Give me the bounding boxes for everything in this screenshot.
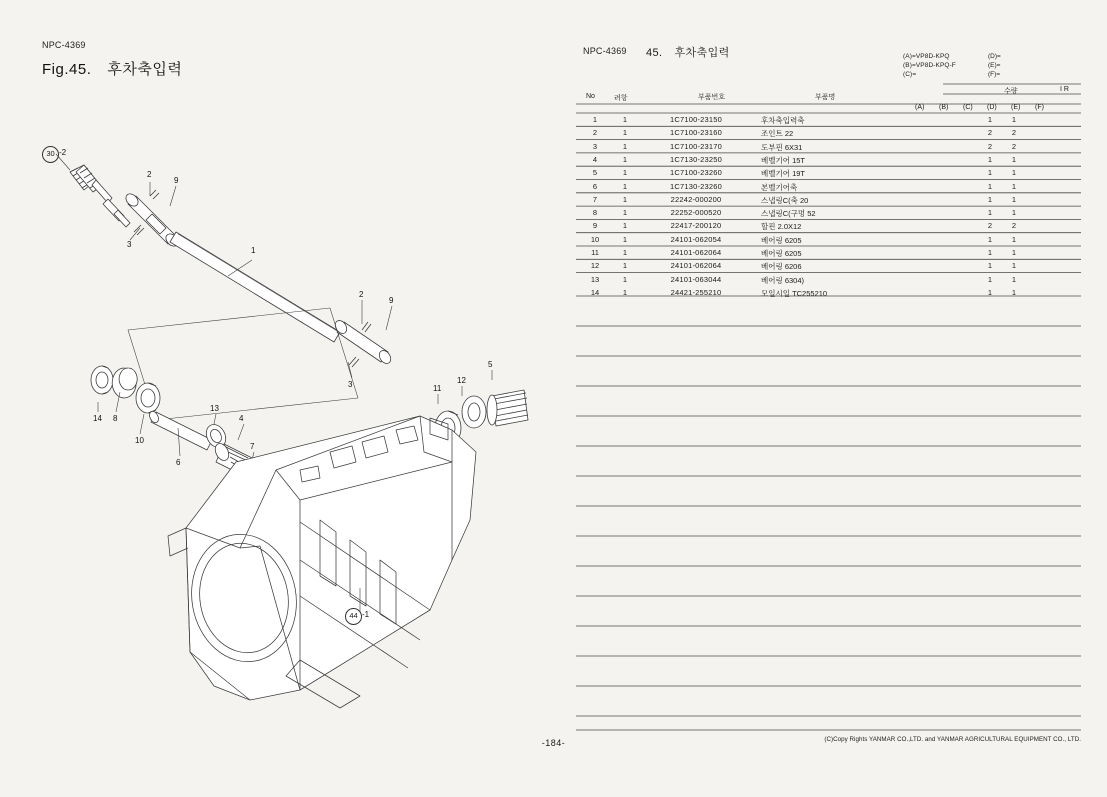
callout-44: 44 (345, 608, 362, 625)
cell-ref: 1 (622, 115, 628, 124)
cell-part-no: 1C7100-23260 (669, 168, 723, 178)
cell-part-name: 베어링 6205 (761, 235, 802, 245)
cell-qty-b: 2 (1011, 128, 1017, 138)
cell-part-no: 24101-062064 (670, 261, 722, 271)
table-row (576, 261, 1081, 274)
cell-qty-b: 1 (1011, 261, 1017, 271)
cell-qty-a: 1 (987, 248, 993, 257)
cell-qty-b: 1 (1011, 248, 1017, 257)
right-doc-code: NPC-4369 (583, 46, 627, 56)
legend-f: (F)= (988, 71, 1001, 78)
callout-5: 5 (488, 360, 493, 369)
cell-qty-a: 1 (987, 115, 993, 124)
table-row (576, 115, 1081, 128)
cell-part-no: 24101-062064 (670, 248, 722, 257)
cell-qty-a: 2 (987, 128, 993, 138)
header-lr: I R (1060, 86, 1069, 93)
left-doc-code: NPC-4369 (42, 40, 86, 50)
copyright-notice: (C)Copy Rights YANMAR CO.,LTD. and YANMAR AGRICULTURAL EQUIPMENT CO., LTD. (824, 736, 1081, 743)
cell-qty-a: 2 (987, 221, 993, 231)
table-row (576, 235, 1081, 248)
cell-qty-b: 1 (1011, 154, 1017, 164)
cell-part-name: 베벨기어 19T (761, 169, 805, 179)
cell-part-name: 모일시일 TC255210 (761, 288, 828, 298)
cell-part-no: 1C7130-23260 (669, 181, 723, 191)
cell-no: 6 (592, 181, 598, 191)
header-sub-b: (B) (939, 104, 949, 111)
cell-ref: 1 (622, 248, 628, 257)
table-row (576, 248, 1081, 261)
cell-ref: 1 (622, 261, 628, 271)
callout-30-suffix: -2 (59, 148, 67, 157)
callout-3a: 3 (127, 240, 132, 249)
cell-ref: 1 (622, 287, 628, 297)
header-part-name: 부품명 (815, 94, 836, 101)
legend-a: (A)=VP8D-KPQ (903, 53, 950, 60)
callout-2a: 2 (147, 170, 152, 179)
table-row (576, 288, 1081, 301)
figure-number: Fig.45. (42, 61, 92, 78)
table-row (576, 275, 1081, 288)
section-number: 45. (646, 47, 663, 59)
cell-part-name: 도부핀 6X31 (761, 142, 803, 152)
table-row (576, 168, 1081, 181)
callout-2b: 2 (359, 290, 364, 299)
cell-no: 5 (592, 168, 598, 178)
callout-12: 12 (457, 376, 466, 385)
cell-no: 4 (592, 154, 598, 164)
callout-6: 6 (176, 458, 181, 467)
cell-part-name: 스냅링C(축 20 (761, 195, 809, 205)
cell-no: 10 (590, 234, 600, 244)
cell-part-name: 할핀 2.0X12 (761, 222, 802, 232)
cell-qty-a: 1 (987, 287, 993, 297)
header-no: No (586, 93, 595, 100)
cell-qty-b: 1 (1011, 181, 1017, 191)
section-name: 후차축입력 (674, 47, 730, 59)
figure-name: 후차축입력 (107, 61, 183, 78)
cell-part-no: 1C7130-23250 (669, 154, 723, 164)
callout-11: 11 (433, 384, 442, 393)
callout-44-suffix: -1 (362, 610, 370, 619)
cell-no: 14 (590, 287, 600, 297)
cell-part-name: 베벨기어 15T (761, 155, 805, 165)
cell-qty-b: 1 (1011, 274, 1017, 284)
cell-part-no: 24101-062054 (670, 234, 722, 244)
cell-no: 3 (592, 141, 598, 151)
header-qty: 수량 (1004, 88, 1018, 95)
cell-part-name: 스냅링C(구멍 52 (761, 209, 816, 219)
table-row (576, 128, 1081, 141)
cell-qty-b: 1 (1011, 208, 1017, 218)
cell-part-no: 1C7100-23160 (669, 128, 723, 138)
cell-no: 7 (592, 194, 598, 204)
cell-ref: 1 (622, 234, 628, 244)
cell-ref: 1 (622, 181, 628, 191)
header-sub-c: (C) (963, 104, 973, 111)
header-sub-a: (A) (915, 104, 925, 111)
cell-ref: 1 (622, 274, 628, 284)
cell-part-no: 1C7100-23150 (669, 115, 723, 124)
table-row (576, 155, 1081, 168)
table-row (576, 182, 1081, 195)
cell-no: 8 (592, 208, 598, 218)
cell-ref: 1 (622, 154, 628, 164)
cell-qty-b: 1 (1011, 194, 1017, 204)
callout-4: 4 (239, 414, 244, 423)
table-row (576, 208, 1081, 221)
cell-qty-b: 1 (1011, 234, 1017, 244)
cell-qty-b: 1 (1011, 168, 1017, 178)
cell-no: 9 (592, 221, 598, 231)
cell-part-no: 22242-000200 (670, 194, 722, 204)
cell-no: 13 (590, 274, 600, 284)
cell-part-no: 22417-200120 (670, 221, 722, 231)
cell-qty-a: 1 (987, 181, 993, 191)
callout-7: 7 (250, 442, 255, 451)
cell-part-name: 베어링 6206 (761, 262, 802, 272)
header-part-no: 부품번호 (698, 94, 726, 101)
cell-part-name: 본벨기어축 (761, 182, 798, 192)
callout-9a: 9 (174, 176, 179, 185)
cell-qty-a: 1 (987, 194, 993, 204)
cell-no: 2 (592, 128, 598, 138)
cell-part-no: 24421-255210 (670, 287, 722, 297)
table-row (576, 195, 1081, 208)
cell-qty-a: 1 (987, 234, 993, 244)
cell-part-no: 22252-000520 (670, 208, 722, 218)
cell-qty-a: 1 (987, 208, 993, 218)
cell-ref: 1 (622, 208, 628, 218)
callout-3b: 3 (348, 380, 353, 389)
cell-no: 12 (590, 261, 600, 271)
header-sub-d: (D) (987, 104, 997, 111)
cell-qty-b: 1 (1011, 115, 1017, 124)
cell-part-no: 1C7100-23170 (669, 141, 723, 151)
cell-qty-a: 1 (987, 274, 993, 284)
legend-c: (C)= (903, 71, 917, 78)
cell-ref: 1 (622, 128, 628, 138)
header-sub-f: (F) (1035, 104, 1044, 111)
cell-ref: 1 (622, 194, 628, 204)
callout-10: 10 (135, 436, 144, 445)
legend-e: (E)= (988, 62, 1001, 69)
callout-9b: 9 (389, 296, 394, 305)
cell-part-name: 베어링 6304) (761, 275, 805, 285)
cell-qty-b: 2 (1011, 141, 1017, 151)
callout-13: 13 (210, 404, 219, 413)
header-sub-e: (E) (1011, 104, 1021, 111)
cell-part-name: 베어링 6205 (761, 249, 802, 258)
cell-ref: 1 (622, 168, 628, 178)
header-ref: 려항 (614, 95, 628, 102)
cell-part-no: 24101-063044 (670, 274, 722, 284)
cell-ref: 1 (622, 221, 628, 231)
page-number: -184- (541, 738, 566, 748)
legend-b: (B)=VP8D-KPQ-F (903, 62, 956, 69)
callout-14: 14 (93, 414, 102, 423)
cell-qty-a: 1 (987, 261, 993, 271)
table-row (576, 221, 1081, 234)
cell-no: 1 (592, 115, 598, 124)
cell-part-name: 조인트 22 (761, 129, 794, 139)
callout-30: 30 (42, 146, 59, 163)
cell-qty-a: 1 (987, 168, 993, 178)
cell-qty-b: 2 (1011, 221, 1017, 231)
cell-ref: 1 (622, 141, 628, 151)
cell-no: 11 (591, 248, 599, 257)
cell-part-name: 후차축입력축 (761, 116, 805, 125)
cell-qty-a: 2 (987, 141, 993, 151)
table-row (576, 142, 1081, 155)
callout-1: 1 (251, 246, 256, 255)
cell-qty-a: 1 (987, 154, 993, 164)
cell-qty-b: 1 (1011, 287, 1017, 297)
legend-d: (D)= (988, 53, 1001, 60)
callout-8: 8 (113, 414, 118, 423)
